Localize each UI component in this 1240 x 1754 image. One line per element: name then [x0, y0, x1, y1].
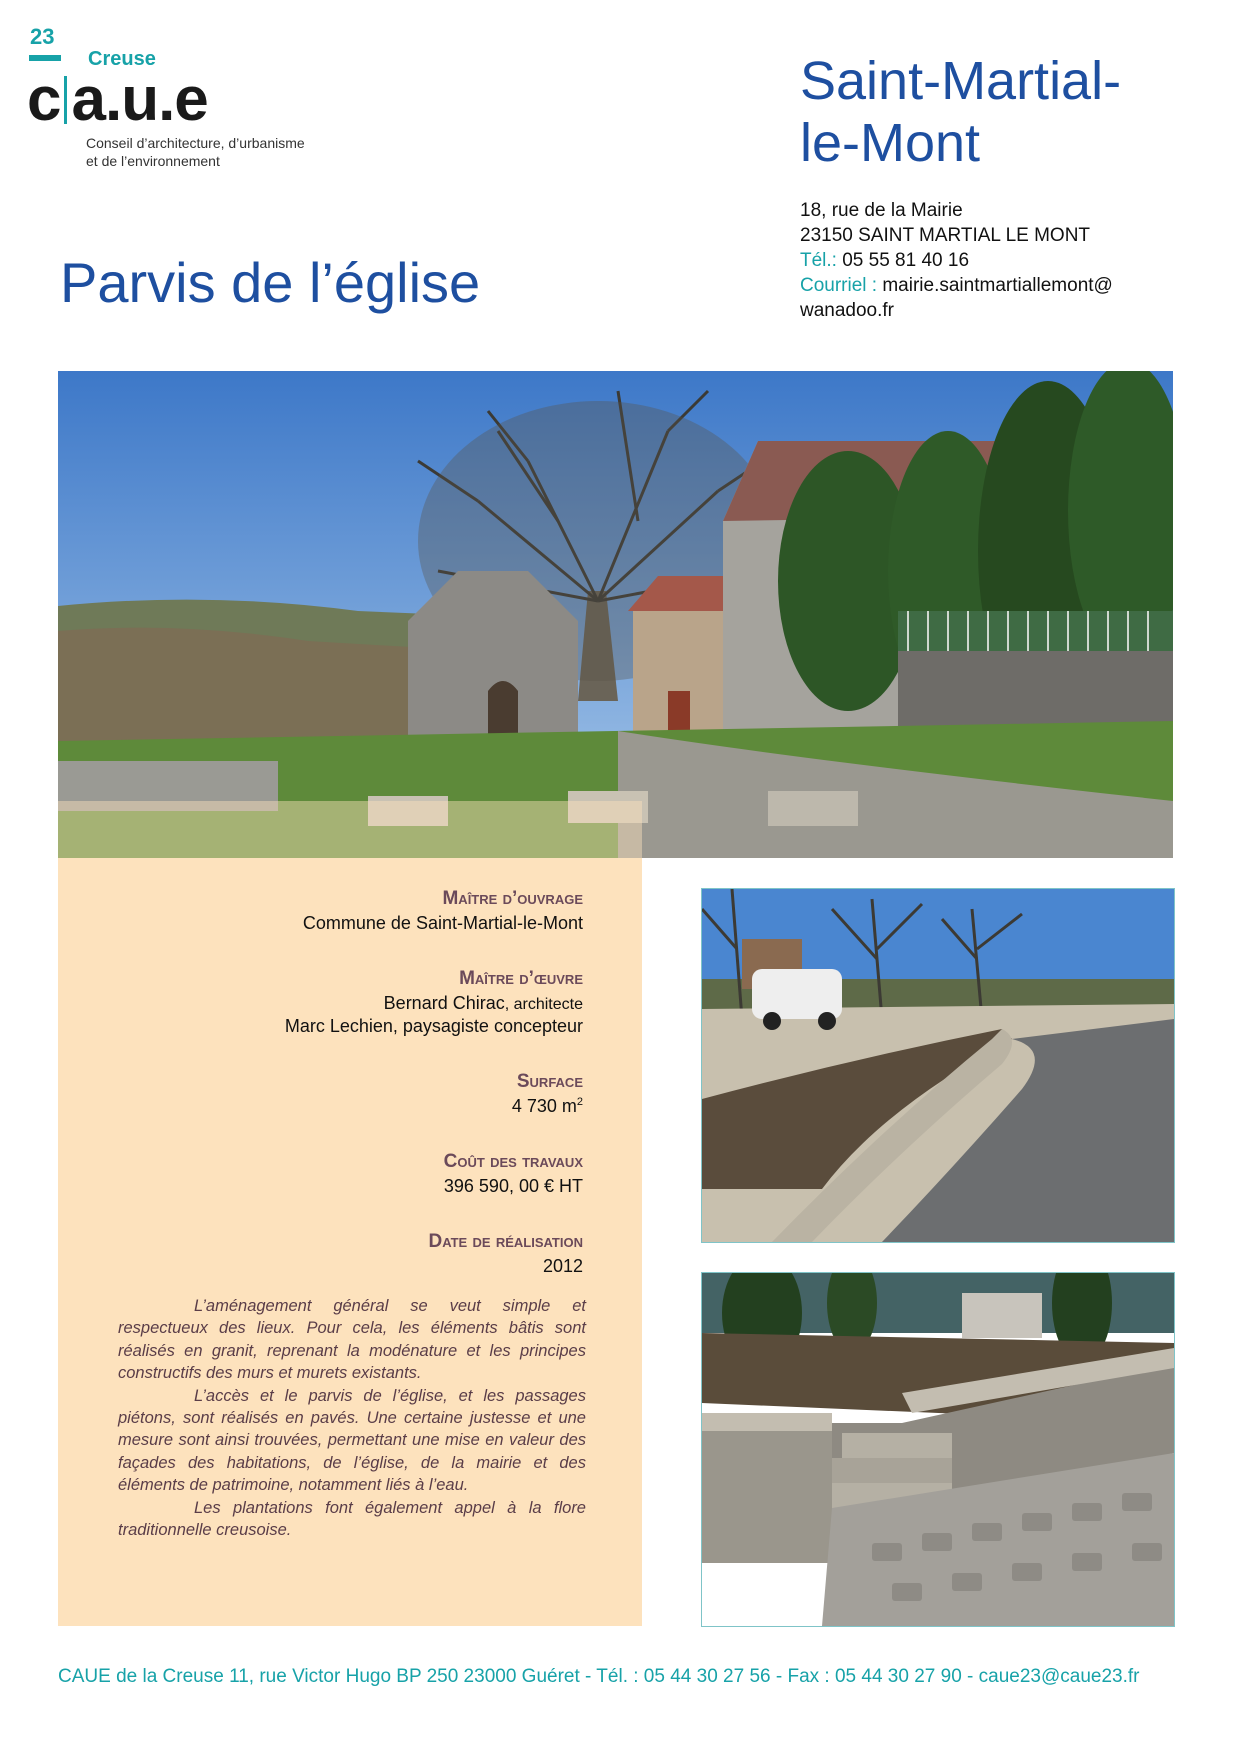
phone-line — [800, 248, 1113, 273]
maitre-ouvrage-label: Maître d’ouvrage — [442, 888, 583, 909]
email-line — [800, 273, 1113, 298]
logo-letters-aue: a.u.e — [71, 65, 208, 134]
description-paragraph: L’aménagement général se veut simple et respectueux des lieux. Pour cela, les éléments bâtis sont réalisés en granit, reprenant la modénature et les principes constructifs des murs et murets existants. — [118, 1297, 586, 1383]
commune-title-line2: le-Mont — [800, 113, 981, 173]
address-line2: 23150 SAINT MARTIAL LE MONT — [800, 225, 1091, 246]
photo-parking-curved-wall — [701, 888, 1175, 1243]
phone-label: Tél.: — [800, 250, 837, 271]
contact-block — [800, 198, 1113, 323]
logo-letter-c: c — [27, 65, 61, 134]
project-title: Parvis de l’église — [60, 251, 481, 314]
address-line1: 18, rue de la Mairie — [800, 200, 963, 221]
logo-subtitle — [86, 134, 305, 170]
email-value[interactable]: mairie.saintmartiallemont@ — [882, 275, 1113, 296]
logo-separator — [64, 76, 67, 124]
footer-contact: CAUE de la Creuse 11, rue Victor Hugo BP 250 23000 Guéret - Tél. : 05 44 30 27 56 - Fax : 05 44 30 27 90 - caue23@caue23.fr — [58, 1666, 1140, 1687]
date-label: Date de réalisation — [428, 1231, 583, 1252]
description-paragraph: L’accès et le parvis de l’église, et les passages piétons, sont réalisés en pavés. Une certaine justesse et une mesure sont ainsi trouvées, permettant une mise en valeur des façades des habitations, de l’église, de la mairie et des éléments de patrimoine, notamment liés à l’eau. — [118, 1386, 586, 1495]
maitre-oeuvre-name1: Bernard Chirac — [383, 993, 505, 1013]
email-value-cont[interactable]: wanadoo.fr — [800, 300, 895, 321]
maitre-oeuvre-line1 — [384, 993, 583, 1014]
logo-subtitle-line1: Conseil d’architecture, d’urbanisme — [86, 135, 305, 151]
maitre-oeuvre-role1: , architecte — [504, 996, 583, 1013]
cout-value: 396 590, 00 € HT — [443, 1176, 583, 1196]
logo-bar — [29, 55, 61, 61]
phone-value: 05 55 81 40 16 — [842, 250, 970, 271]
email-label: Courriel : — [800, 275, 878, 296]
commune-title — [800, 50, 1121, 174]
photo-granite-steps — [701, 1272, 1175, 1627]
date-value: 2012 — [542, 1256, 583, 1276]
maitre-oeuvre-label: Maître d’œuvre — [459, 968, 583, 989]
commune-title-line1: Saint-Martial- — [800, 51, 1122, 111]
surface-label: Surface — [516, 1071, 583, 1092]
main-photo-church-square — [58, 371, 1173, 858]
maitre-oeuvre-line2: Marc Lechien, paysagiste concepteur — [284, 1016, 583, 1036]
cout-label: Coût des travaux — [443, 1151, 583, 1172]
maitre-ouvrage-value: Commune de Saint-Martial-le-Mont — [302, 913, 583, 933]
description-paragraph: Les plantations font également appel à la flore traditionnelle creusoise. — [118, 1498, 586, 1540]
logo-wordmark — [27, 65, 208, 134]
project-description — [118, 1295, 586, 1541]
surface-number: 4 730 m — [511, 1096, 577, 1116]
project-info-panel — [58, 858, 642, 1626]
logo-region: Creuse — [88, 48, 156, 70]
logo-number: 23 — [30, 24, 55, 49]
surface-unit-sup: 2 — [576, 1096, 583, 1108]
logo-subtitle-line2: et de l’environnement — [86, 153, 220, 169]
surface-value — [512, 1096, 583, 1117]
